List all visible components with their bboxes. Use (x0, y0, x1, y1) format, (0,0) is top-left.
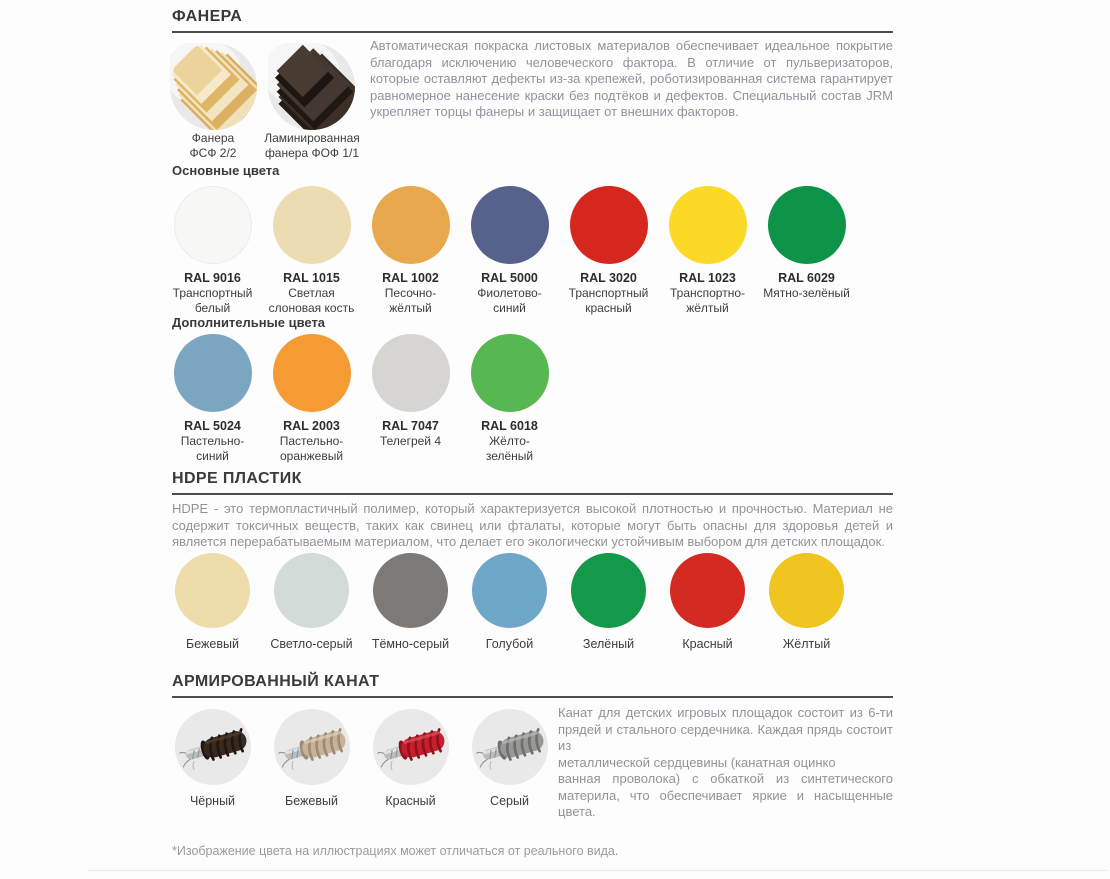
swatch-circle (670, 553, 745, 628)
rope-section-divider (172, 696, 893, 698)
swatch-name: Телегрей 4 (379, 434, 442, 448)
swatch-name: Светло-серый (270, 637, 353, 651)
rope-sample (262, 709, 361, 808)
label-line: ФСФ 2/2 (189, 146, 237, 160)
plywood-section-title: ФАНЕРА (172, 8, 243, 25)
color-swatch (262, 186, 361, 315)
paragraph-line: металлической сердцевины (канатная оцинко (558, 754, 836, 770)
wood-light-illustration (170, 43, 257, 130)
swatch-name: Транспортный красный (568, 286, 649, 315)
rope-sample-name: Бежевый (285, 794, 338, 808)
swatch-ral-code: RAL 5024 (184, 419, 241, 433)
rope-samples-row (163, 709, 559, 808)
additional-colors-label: Дополнительные цвета (172, 315, 326, 330)
swatch-circle (768, 186, 846, 264)
rope-sample-circle (175, 709, 251, 785)
rope-sample (361, 709, 460, 808)
swatch-circle (471, 334, 549, 412)
swatch-circle (274, 553, 349, 628)
color-swatch (658, 553, 757, 651)
plywood-laminated-image (268, 43, 355, 130)
swatch-name: Транспортный белый (172, 286, 253, 315)
swatch-name: Жёлто- зелёный (485, 434, 534, 463)
swatch-ral-code: RAL 2003 (283, 419, 340, 433)
color-swatch (262, 334, 361, 463)
rope-sample-circle (373, 709, 449, 785)
color-swatch (361, 186, 460, 315)
plywood-light-image (170, 43, 257, 130)
color-swatch (757, 186, 856, 315)
swatch-name: Зелёный (582, 637, 635, 651)
swatch-circle (669, 186, 747, 264)
swatch-circle (570, 186, 648, 264)
plywood-section-divider (172, 31, 893, 33)
hdpe-section-divider (172, 493, 893, 495)
color-swatch (361, 553, 460, 651)
color-swatch (559, 553, 658, 651)
color-swatch (163, 334, 262, 463)
swatch-name: Транспортно- жёлтый (669, 286, 745, 315)
swatch-name: Жёлтый (782, 637, 831, 651)
swatch-circle (373, 553, 448, 628)
rope-sample (163, 709, 262, 808)
hdpe-colors-row (163, 553, 856, 651)
swatch-circle (472, 553, 547, 628)
wood-dark-illustration (268, 43, 355, 130)
hdpe-section-title: HDPE ПЛАСТИК (172, 470, 302, 487)
swatch-ral-code: RAL 1023 (679, 271, 736, 285)
additional-colors-row (163, 334, 559, 463)
swatch-ral-code: RAL 6018 (481, 419, 538, 433)
swatch-circle (471, 186, 549, 264)
page-bottom-divider (88, 870, 1108, 871)
swatch-ral-code: RAL 7047 (382, 419, 439, 433)
swatch-circle (175, 553, 250, 628)
swatch-circle (571, 553, 646, 628)
rope-illustration (472, 709, 548, 785)
primary-colors-label: Основные цвета (172, 163, 280, 178)
primary-colors-row (163, 186, 856, 315)
swatch-circle (273, 186, 351, 264)
swatch-circle (273, 334, 351, 412)
swatch-ral-code: RAL 3020 (580, 271, 637, 285)
color-swatch (757, 553, 856, 651)
swatch-name: Светлая слоновая кость (268, 286, 355, 315)
swatch-name: Пастельно- оранжевый (279, 434, 344, 463)
swatch-circle (174, 334, 252, 412)
plywood-description: Автоматическая покраска листовых материалов обеспечивает идеальное покрытие благодаря исключению человеческого фактора. В отличие от пульверизаторов, которые оставляют дефекты из-за крепежей, роботизированная система гарантирует равномерное нанесение краски без подтёков и дефектов. Специальный состав JRM укрепляет торцы фанеры и защищает от внешних факторов. (370, 38, 893, 119)
swatch-name: Красный (682, 637, 733, 651)
swatch-name: Тёмно-серый (371, 637, 450, 651)
swatch-circle (372, 334, 450, 412)
color-swatch (163, 553, 262, 651)
color-swatch (559, 186, 658, 315)
paragraph-line: Канат для детских игровых площадок состоит из 6-ти (558, 705, 893, 720)
swatch-ral-code: RAL 1002 (382, 271, 439, 285)
swatch-circle (372, 186, 450, 264)
swatch-ral-code: RAL 9016 (184, 271, 241, 285)
color-swatch (460, 334, 559, 463)
rope-illustration (274, 709, 350, 785)
rope-sample-circle (274, 709, 350, 785)
swatch-name: Бежевый (186, 637, 239, 651)
swatch-name: Мятно-зелёный (763, 286, 850, 300)
rope-sample-name: Красный (385, 794, 436, 808)
swatch-ral-code: RAL 5000 (481, 271, 538, 285)
label-line: Фанера (191, 131, 235, 145)
rope-illustration (175, 709, 251, 785)
label-line: фанера ФОФ 1/1 (264, 146, 360, 160)
swatch-ral-code: RAL 1015 (283, 271, 340, 285)
rope-sample-name: Серый (490, 794, 529, 808)
color-disclaimer-footnote: *Изображение цвета на иллюстрациях может отличаться от реального вида. (172, 844, 619, 858)
rope-description (558, 705, 893, 821)
swatch-circle (769, 553, 844, 628)
rope-sample-circle (472, 709, 548, 785)
color-swatch (163, 186, 262, 315)
swatch-circle (174, 186, 252, 264)
color-swatch (658, 186, 757, 315)
rope-illustration (373, 709, 449, 785)
rope-sample (460, 709, 559, 808)
label-line: Ламинированная (264, 131, 360, 145)
swatch-name: Песочно- жёлтый (384, 286, 437, 315)
color-swatch (262, 553, 361, 651)
paragraph-line: прядей и стального сердечника. Каждая прядь состоит из (558, 721, 893, 753)
color-swatch (361, 334, 460, 463)
rope-sample-name: Чёрный (189, 794, 236, 808)
paragraph-line: материла, что обеспечивает яркие и насыщенные цвета. (558, 787, 893, 819)
rope-section-title: АРМИРОВАННЫЙ КАНАТ (172, 673, 380, 690)
color-swatch (460, 186, 559, 315)
plywood-laminated-label (246, 131, 378, 161)
swatch-name: Фиолетово- синий (477, 286, 542, 315)
hdpe-description: HDPE - это термопластичный полимер, который характеризуется высокой плотностью и прочностью. Материал не содержит токсичных веществ, таких как свинец или фталаты, которые могут быть опасны для здоровья детей и является перерабатываемым материалом, что делает его экологически устойчивым выбором для детских площадок. (172, 501, 893, 549)
paragraph-line: ванная проволока) с обкаткой из синтетического (558, 771, 893, 786)
color-swatch (460, 553, 559, 651)
swatch-ral-code: RAL 6029 (778, 271, 835, 285)
swatch-name: Голубой (485, 637, 534, 651)
swatch-name: Пастельно- синий (180, 434, 245, 463)
